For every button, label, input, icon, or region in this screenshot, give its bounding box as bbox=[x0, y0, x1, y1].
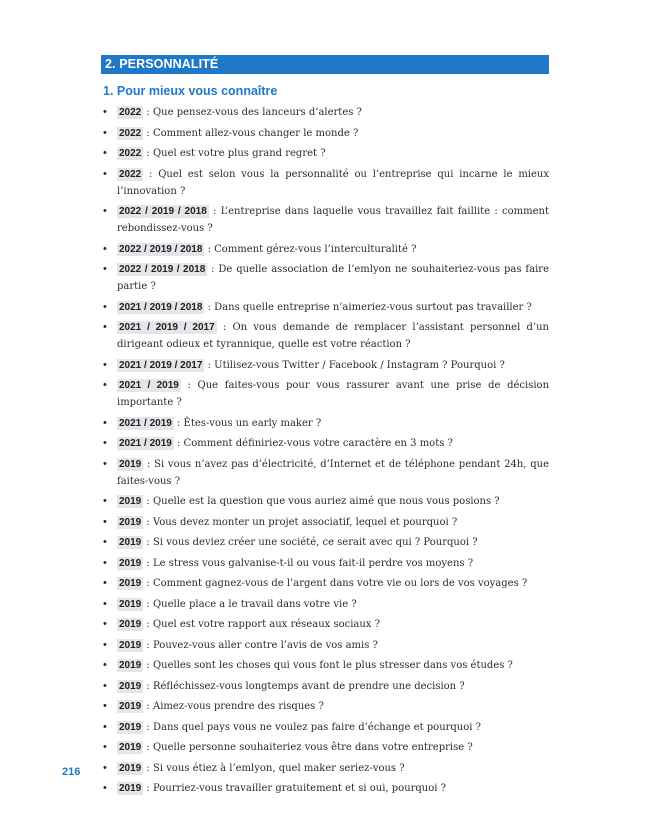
question-year-badge: 2022 bbox=[119, 168, 142, 180]
question-text: : Quelle place a le travail dans votre vie ? bbox=[143, 598, 357, 610]
question-item bbox=[103, 377, 549, 411]
question-item bbox=[103, 166, 549, 200]
question-text: : Comment gérez-vous l’interculturalité ? bbox=[204, 243, 417, 255]
question-text: : Comment allez-vous changer le monde ? bbox=[143, 127, 359, 139]
question-text: : Pourriez-vous travailler gratuitement et si oui, pourquoi ? bbox=[143, 783, 447, 794]
subsection-title: 1. Pour mieux vous connaître bbox=[103, 84, 278, 98]
question-year-badge: 2019 bbox=[119, 639, 142, 651]
question-text: : Si vous n’avez pas d’électricité, d’Internet et de téléphone pendant 24h, que faites-vous ? bbox=[117, 458, 549, 487]
question-text: : Quelle personne souhaiteriez vous être dans votre entreprise ? bbox=[143, 742, 473, 753]
question-year-badge: 2019 bbox=[119, 557, 142, 569]
question-item bbox=[103, 657, 549, 674]
question-item bbox=[103, 299, 549, 316]
question-text: : Réfléchissez-vous longtemps avant de prendre une decision ? bbox=[143, 680, 465, 692]
question-text: : Comment définiriez-vous votre caractère en 3 mots ? bbox=[173, 438, 453, 449]
question-item bbox=[103, 575, 549, 592]
question-item bbox=[103, 780, 549, 797]
question-text: : Êtes-vous un early maker ? bbox=[173, 417, 322, 429]
question-item bbox=[103, 125, 549, 142]
question-item bbox=[103, 357, 549, 374]
question-year-badge: 2019 bbox=[119, 701, 142, 712]
question-text: : Quel est votre plus grand regret ? bbox=[143, 148, 326, 159]
question-year-badge: 2021 / 2019 / 2018 bbox=[119, 301, 203, 313]
question-year-badge: 2019 bbox=[119, 742, 142, 753]
question-item bbox=[103, 145, 549, 162]
question-year-badge: 2019 bbox=[119, 537, 142, 548]
question-year-badge: 2021 / 2019 / 2017 bbox=[119, 322, 215, 333]
question-text: : Le stress vous galvanise-t-il ou vous fait-il perdre vos moyens ? bbox=[143, 557, 474, 569]
question-text: : Quelle est la question que vous auriez aimé que nous vous posions ? bbox=[143, 496, 500, 507]
question-year-badge: 2022 bbox=[119, 148, 142, 159]
question-year-badge: 2022 bbox=[119, 127, 142, 139]
question-item bbox=[103, 678, 549, 695]
question-item bbox=[103, 739, 549, 756]
question-item bbox=[103, 435, 549, 452]
question-text: : Que pensez-vous des lanceurs d’alertes ? bbox=[143, 107, 362, 118]
question-item bbox=[103, 760, 549, 777]
question-year-badge: 2019 bbox=[119, 619, 142, 630]
question-item bbox=[103, 203, 549, 237]
question-year-badge: 2021 / 2019 / 2017 bbox=[119, 359, 203, 371]
question-year-badge: 2019 bbox=[119, 783, 142, 794]
question-year-badge: 2019 bbox=[119, 660, 142, 671]
question-text: : Que faites-vous pour vous rassurer avant une prise de décision importante ? bbox=[117, 380, 550, 408]
question-item bbox=[103, 555, 549, 572]
question-year-badge: 2022 bbox=[119, 107, 142, 118]
question-item bbox=[103, 456, 549, 490]
question-text: : De quelle association de l’emlyon ne souhaiteriez-vous pas faire partie ? bbox=[117, 264, 549, 292]
question-year-badge: 2021 / 2019 bbox=[119, 417, 172, 429]
question-text: : Quelles sont les choses qui vous font le plus stresser dans vos études ? bbox=[143, 660, 513, 671]
question-item bbox=[103, 596, 549, 613]
section-title: 2. PERSONNALITÉ bbox=[101, 55, 549, 74]
question-year-badge: 2022 / 2019 / 2018 bbox=[119, 264, 206, 275]
question-text: : Comment gagnez-vous de l’argent dans votre vie ou lors de vos voyages ? bbox=[143, 578, 528, 589]
question-year-badge: 2019 bbox=[119, 762, 142, 774]
question-text: : Utilisez-vous Twitter / Facebook / Instagram ? Pourquoi ? bbox=[204, 359, 505, 371]
page-number: 216 bbox=[62, 766, 81, 778]
question-item bbox=[103, 698, 549, 715]
question-year-badge: 2019 bbox=[119, 458, 142, 470]
question-item bbox=[103, 534, 549, 551]
question-text: : Si vous étiez à l’emlyon, quel maker seriez-vous ? bbox=[143, 762, 405, 774]
question-list bbox=[103, 104, 549, 801]
question-item bbox=[103, 719, 549, 736]
question-year-badge: 2019 bbox=[119, 721, 142, 733]
question-year-badge: 2022 / 2019 / 2018 bbox=[119, 206, 207, 217]
question-year-badge: 2021 / 2019 bbox=[119, 380, 179, 391]
question-item bbox=[103, 514, 549, 531]
question-item bbox=[103, 637, 549, 654]
question-item bbox=[103, 415, 549, 432]
question-year-badge: 2022 / 2019 / 2018 bbox=[119, 243, 203, 255]
question-year-badge: 2019 bbox=[119, 516, 142, 528]
question-text: : Pouvez-vous aller contre l’avis de vos amis ? bbox=[143, 639, 378, 651]
question-year-badge: 2019 bbox=[119, 680, 142, 692]
question-text: : Dans quelle entreprise n’aimeriez-vous surtout pas travailler ? bbox=[204, 301, 532, 313]
question-text: : Si vous deviez créer une société, ce serait avec qui ? Pourquoi ? bbox=[143, 537, 478, 548]
question-item bbox=[103, 261, 549, 295]
question-text: : Quel est votre rapport aux réseaux sociaux ? bbox=[143, 619, 380, 630]
question-year-badge: 2019 bbox=[119, 496, 142, 507]
question-text: : L’entreprise dans laquelle vous travaillez fait faillite : comment rebondissez-vous ? bbox=[117, 206, 549, 234]
question-text: : Vous devez monter un projet associatif, lequel et pourquoi ? bbox=[143, 516, 458, 528]
question-year-badge: 2019 bbox=[119, 578, 142, 589]
question-year-badge: 2019 bbox=[119, 598, 142, 610]
question-item bbox=[103, 319, 549, 353]
question-item bbox=[103, 493, 549, 510]
question-year-badge: 2021 / 2019 bbox=[119, 438, 172, 449]
question-item bbox=[103, 104, 549, 121]
question-text: : Quel est selon vous la personnalité ou l’entreprise qui incarne le mieux l’innovation ? bbox=[117, 168, 549, 197]
question-item bbox=[103, 241, 549, 258]
question-text: : Aimez-vous prendre des risques ? bbox=[143, 701, 324, 712]
question-item bbox=[103, 616, 549, 633]
question-text: : On vous demande de remplacer l’assistant personnel d’un dirigeant odieux et tyrannique, quelle est votre réaction ? bbox=[117, 322, 549, 350]
question-text: : Dans quel pays vous ne voulez pas faire d’échange et pourquoi ? bbox=[143, 721, 482, 733]
